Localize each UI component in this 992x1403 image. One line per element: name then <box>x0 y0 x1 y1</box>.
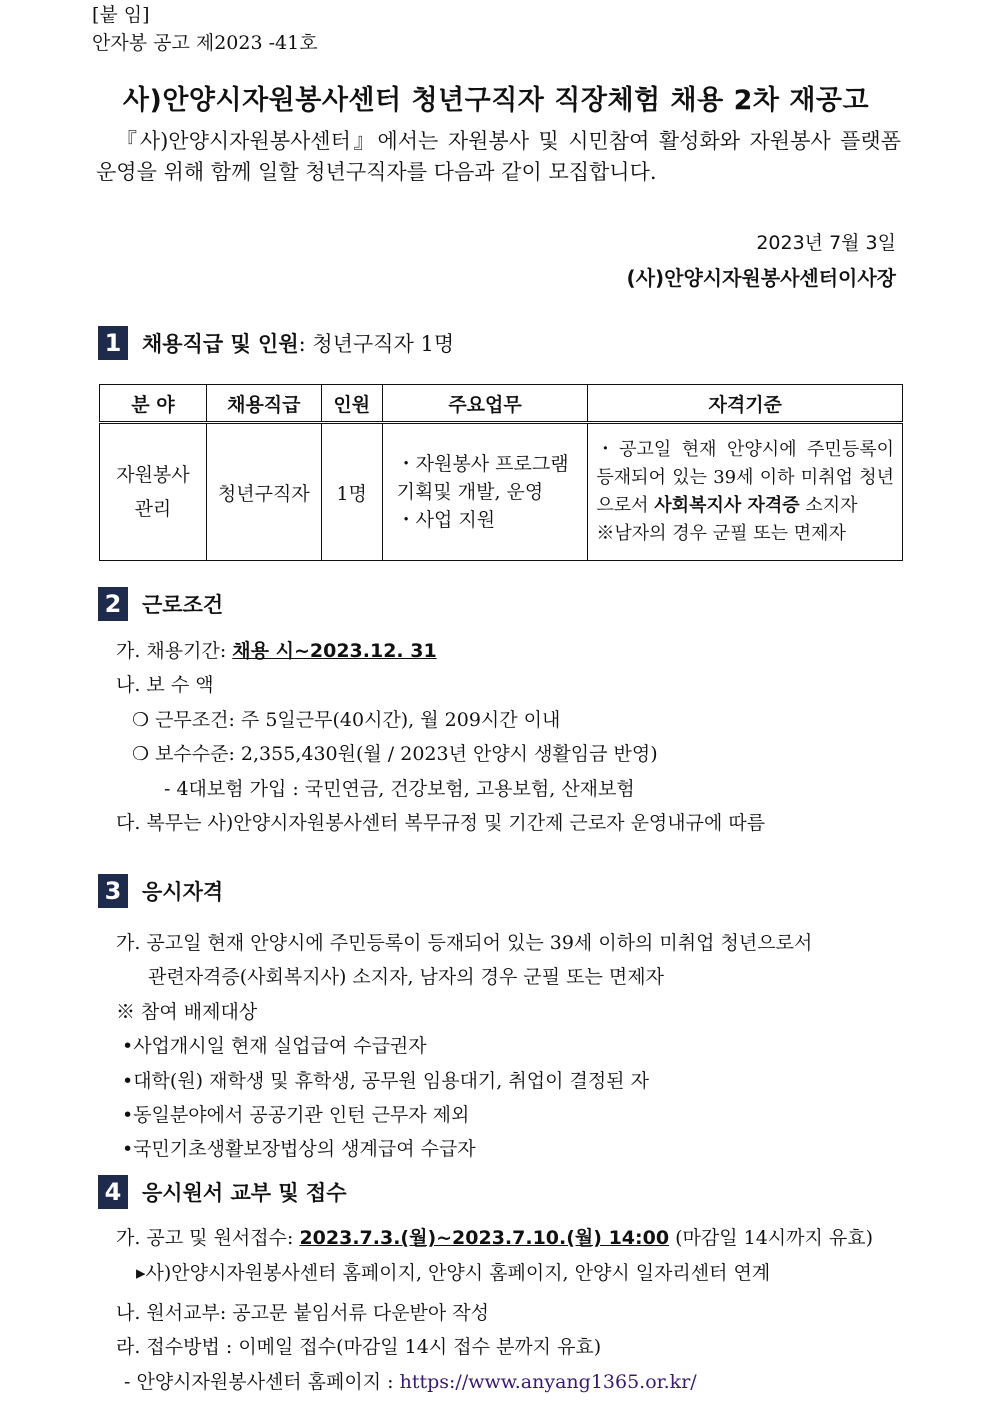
issuer-name: (사)안양시자원봉사센터이사장 <box>626 266 896 290</box>
duty-text: ・사업 지원 <box>396 509 496 531</box>
section-4-heading <box>98 1175 347 1209</box>
item-value: 채용 시~2023.12. 31 <box>232 640 437 662</box>
section-number: 2 <box>98 587 128 621</box>
exclusion-title: ※ 참여 배제대상 <box>116 1001 258 1023</box>
duty-cell <box>382 423 588 561</box>
item-label: 가. 공고 및 원서접수: <box>116 1227 300 1249</box>
notice-date: 2023년 7월 3일 <box>756 232 896 254</box>
homepage-line <box>124 1367 697 1394</box>
section-number: 4 <box>98 1175 128 1209</box>
notice-number: 안자봉 공고 제2023 -41호 <box>92 32 318 54</box>
section-title: 응시자격 <box>142 880 224 904</box>
submission-method: 라. 접수방법 : 이메일 접수(마감일 14시 접수 분까지 유효) <box>116 1336 602 1358</box>
field-text: 자원봉사 <box>116 464 190 486</box>
section-subtitle: : 청년구직자 1명 <box>298 332 455 356</box>
posting-channels: ▸사)안양시자원봉사센터 홈페이지, 안양시 홈페이지, 안양시 일자리센터 연계 <box>136 1262 771 1284</box>
item-value: 2023.7.3.(월)~2023.7.10.(월) 14:00 <box>299 1227 670 1249</box>
qualification-note: ※남자의 경우 군필 또는 면제자 <box>596 523 846 544</box>
work-conditions: ❍ 근무조건: 주 5일근무(40시간), 월 209시간 이내 <box>132 709 561 731</box>
position-cell: 청년구직자 <box>206 423 321 561</box>
table-header-row <box>100 385 903 423</box>
table-row <box>100 423 903 561</box>
section-number: 3 <box>98 874 128 908</box>
column-header: 자격기준 <box>588 385 903 423</box>
exclusion-item: •사업개시일 현재 실업급여 수급권자 <box>122 1035 427 1057</box>
exclusion-item: •국민기초생활보장법상의 생계급여 수급자 <box>122 1138 476 1160</box>
section-number: 1 <box>98 326 128 360</box>
employment-period <box>116 636 437 663</box>
attachment-label: [붙 임] <box>92 4 150 26</box>
duty-text: ・자원봉사 프로그램 <box>396 453 569 475</box>
section-1-heading <box>98 326 454 360</box>
exclusion-item: •대학(원) 재학생 및 휴학생, 공무원 임용대기, 취업이 결정된 자 <box>122 1070 649 1092</box>
recruitment-table <box>99 384 903 561</box>
count-cell: 1명 <box>321 423 382 561</box>
field-cell <box>100 423 207 561</box>
section-title: 응시원서 교부 및 접수 <box>142 1181 347 1205</box>
item-label: - 안양시자원봉사센터 홈페이지 : <box>124 1371 400 1393</box>
form-distribution: 나. 원서교부: 공고문 붙임서류 다운받아 작성 <box>116 1302 490 1324</box>
qualification-cell <box>588 423 903 561</box>
item-note: (마감일 14시까지 유효) <box>669 1227 874 1249</box>
salary-label: 나. 보 수 액 <box>116 674 214 696</box>
exclusion-item: •동일분야에서 공공기관 인턴 근무자 제외 <box>122 1104 470 1126</box>
field-text: 관리 <box>134 498 172 520</box>
section-3-heading <box>98 874 223 908</box>
qualification-text: 소지자 <box>799 495 858 516</box>
page-title: 사)안양시자원봉사센터 청년구직자 직장체험 채용 2차 재공고 <box>122 85 870 116</box>
item-label: 가. 채용기간: <box>116 640 233 662</box>
section-title: 근로조건 <box>142 593 224 617</box>
column-header: 분 야 <box>100 385 207 423</box>
homepage-link[interactable]: https://www.anyang1365.or.kr/ <box>399 1371 697 1393</box>
salary-level: ❍ 보수수준: 2,355,430원(월 / 2023년 안양시 생활임금 반영) <box>132 743 658 765</box>
section-title: 채용직급 및 인원 <box>142 332 299 356</box>
section-2-heading <box>98 587 223 621</box>
qualification-highlight: 사회복지사 자격증 <box>654 495 800 516</box>
application-period <box>116 1223 873 1250</box>
column-header: 채용직급 <box>206 385 321 423</box>
column-header: 주요업무 <box>382 385 588 423</box>
qualification-text: ・공고일 현재 안양시에 주민등록이 등재되어 있는 39세 이하 미취업 청년으로서 <box>596 439 894 516</box>
duty-text: 기획및 개발, 운영 <box>396 481 544 503</box>
column-header: 인원 <box>321 385 382 423</box>
intro-paragraph: 『사)안양시자원봉사센터』에서는 자원봉사 및 시민참여 활성화와 자원봉사 플랫폼 운영을 위해 함께 일할 청년구직자를 다음과 같이 모집합니다. <box>96 129 901 184</box>
service-rules: 다. 복무는 사)안양시자원봉사센터 복무규정 및 기간제 근로자 운영내규에 따름 <box>116 812 766 834</box>
eligibility-line: 가. 공고일 현재 안양시에 주민등록이 등재되어 있는 39세 이하의 미취업 청년으로서 <box>116 932 813 954</box>
insurance-note: - 4대보험 가입 : 국민연금, 건강보험, 고용보험, 산재보험 <box>164 778 635 800</box>
eligibility-line: 관련자격증(사회복지사) 소지자, 남자의 경우 군필 또는 면제자 <box>148 966 664 988</box>
